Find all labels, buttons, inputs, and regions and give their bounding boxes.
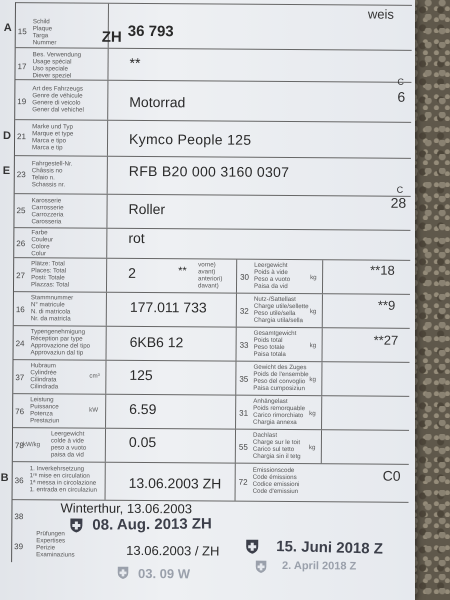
divider: [107, 157, 108, 194]
divider: [322, 294, 323, 327]
body-value: Roller: [128, 200, 166, 218]
divider: [235, 396, 236, 429]
divider: [105, 361, 106, 394]
seats-note-stars: **: [178, 265, 187, 278]
field-label: Anhängelast Poids remorquable Carico rimorchiato Chargia annexa: [253, 397, 306, 427]
row-number: 24: [15, 339, 25, 349]
row-number: 33: [239, 340, 249, 350]
seats-total-value: 2: [128, 264, 136, 281]
divider: [107, 81, 108, 120]
section-letter-a: A: [3, 22, 12, 35]
unit-label: kg: [309, 376, 316, 384]
divider: [321, 430, 322, 463]
field-label: Typengenehmigung Réception par type Approvazione del tipo Approvaziun dal tip: [30, 328, 91, 357]
swiss-shield-icon: [254, 560, 268, 574]
plate-canton: ZH: [101, 28, 122, 46]
row-make-model: [15, 120, 411, 159]
edge-text: C: [396, 184, 404, 195]
special-use-value: **: [129, 54, 141, 71]
divider: [235, 464, 236, 501]
edge-text: **9: [377, 297, 396, 313]
section-letter-e: E: [2, 165, 11, 178]
document-table: [0, 2, 412, 600]
color-value: rot: [128, 229, 145, 247]
divider: [105, 395, 106, 428]
edge-text: 6: [397, 88, 406, 105]
plate-number: 36 793: [127, 22, 174, 41]
swiss-shield-icon: [116, 566, 130, 580]
row-number: 55: [238, 442, 248, 452]
field-label: Plätze: Total Places: Total Posti: Totale Plazzas: Total: [31, 260, 70, 289]
unit-label: kg: [308, 444, 316, 452]
issue-place-date: Winterthur, 13.06.2003: [60, 500, 193, 517]
inspection-stamp: 08. Aug. 2013 ZH: [92, 515, 212, 534]
row-number: 37: [15, 373, 25, 383]
field-label: Schild Plaque Targa Nummer: [32, 18, 57, 47]
type-approval-value: 6KB6 12: [129, 333, 184, 351]
divider: [106, 293, 107, 326]
divider: [321, 362, 322, 395]
chassis-number-value: RFB B20 000 3160 0307: [128, 162, 290, 181]
row-number: 27: [16, 271, 26, 281]
unit-label: cm³: [89, 372, 100, 380]
field-label: Farbe Couleur Colore Colur: [31, 229, 54, 258]
edge-text: **18: [370, 262, 395, 278]
divider: [106, 327, 107, 360]
row-number: 35: [239, 374, 249, 384]
first-registration-value: 13.06.2003 ZH: [128, 474, 222, 492]
row-number: 26: [16, 239, 26, 249]
row-type-approval-total-weight: [14, 326, 410, 363]
field-label: Bes. Verwendung Usage spécial Uso speciale Diever speziel: [32, 51, 82, 80]
row-vehicle-type: [15, 76, 411, 123]
field-label: Marke und Typ Marque et type Marca e tipo Marca e tip: [31, 123, 74, 152]
vehicle-type-value: Motorrad: [129, 93, 186, 111]
row-matricule-payload: [14, 292, 410, 329]
field-label: 1. Inverkehrsetzung 1ʳᵉ mise en circulation 1ª messa in circolazione 1. entrada en circulaziun: [29, 465, 98, 494]
faded-stamp: 03. 09 W: [137, 565, 191, 582]
row-color: [14, 228, 410, 261]
divider: [106, 195, 107, 228]
row-special-use: [15, 48, 411, 83]
inspection-stamp: 15. Juni 2018 Z: [276, 537, 384, 558]
field-label: Nutz-/Sattellast Charge utile/sellette Peso utile/sella Chargia utila/sella: [253, 295, 309, 325]
row-number: 30: [240, 272, 250, 282]
row-number: 15: [17, 27, 27, 37]
field-label: Gewicht des Zuges Poids de l'ensemble Peso del convoglio Paisa cumposiziun: [253, 363, 309, 393]
divider: [106, 259, 107, 292]
power-ratio-value: 0.05: [128, 433, 157, 451]
section-letter-b: B: [0, 472, 9, 485]
row-number: 23: [16, 170, 26, 180]
field-label: Fahrgestell-Nr. Châssis no Telaio n. Schassis nr.: [31, 160, 73, 189]
field-label: Leergewicht Poids à vide Peso a vuoto Paisa da vid: [253, 261, 291, 291]
field-label: kW/kg: [22, 441, 41, 449]
edge-text: C: [397, 76, 404, 87]
swiss-shield-icon: [244, 539, 260, 555]
unit-label: kW: [89, 406, 99, 414]
divider: [105, 463, 106, 500]
row-number: 78: [14, 441, 24, 451]
field-label: Karosserie Carrosserie Carrozzeria Carosseria: [31, 197, 64, 226]
divider: [321, 396, 322, 429]
unit-label: kg: [309, 410, 316, 418]
row-number: 21: [17, 132, 26, 142]
field-label: Hubraum Cylindrée Cilindrata Cilindrada: [30, 362, 59, 391]
seats-front-label: vorne) avant) anteriori) davant): [197, 261, 223, 290]
divider: [236, 294, 237, 327]
row-number: 25: [16, 206, 26, 216]
section-letter-d: D: [3, 130, 12, 143]
row-number: 16: [15, 305, 25, 315]
divider: [236, 328, 237, 361]
row-number: 31: [239, 408, 249, 418]
row-number: 76: [15, 407, 25, 417]
edge-text: 28: [390, 194, 407, 211]
field-label: Art des Fahrzeugs Genre de véhicule Genere di veicolo Gener dal vehichel: [32, 85, 84, 114]
displacement-value: 125: [129, 366, 153, 384]
row-displacement-train-weight: [13, 360, 409, 397]
row-power-ratio-roof-load: [13, 428, 409, 465]
unit-label: kg: [309, 342, 317, 350]
power-value: 6.59: [129, 400, 157, 418]
row-number: 32: [239, 306, 249, 316]
unit-label: kg: [310, 274, 317, 282]
row-chassis: [15, 156, 411, 197]
row-number: 72: [238, 477, 248, 487]
divider: [236, 260, 237, 293]
row-number: 19: [17, 97, 27, 107]
faded-stamp: 2. April 2018 Z: [282, 559, 357, 573]
make-model-value: Kymco People 125: [128, 130, 252, 148]
row-number: 36: [14, 476, 24, 486]
row-seats-empty-weight: [14, 258, 410, 295]
row-body: [14, 184, 410, 231]
row-first-registration-emissions: [13, 462, 409, 503]
divider: [235, 430, 236, 463]
edge-text: **27: [373, 332, 399, 348]
field-label: Gesamtgewicht Poids total Peso totale Paisa totala: [253, 329, 297, 358]
field-label: Leergewicht colde à vide peso a vuoto paisa da vid: [50, 430, 87, 459]
swiss-shield-icon: [68, 517, 84, 533]
row-plate: [16, 2, 412, 51]
divider: [105, 429, 106, 462]
row-power-towing: [13, 394, 409, 431]
top-right-text: weis: [367, 6, 394, 22]
divider: [107, 121, 108, 156]
divider: [107, 49, 108, 80]
divider: [106, 229, 107, 258]
divider: [235, 362, 236, 395]
field-label: Prüfungen Expertises Perizie Examinaziuns: [36, 530, 75, 559]
matricule-value: 177.011 733: [129, 298, 207, 316]
field-label: Leistung Puissance Potenza Prestaziun: [30, 396, 60, 425]
row-number: 39: [14, 542, 24, 552]
divider: [322, 260, 323, 293]
edge-text: C0: [382, 467, 401, 484]
background-gravel: [410, 0, 450, 600]
field-label: Dachlast Charge sur le toit Carico sul tetto Chargia sin il tetg: [252, 431, 301, 461]
field-label: Stammnummer N° matricule N. di matricola Nr. da matricla: [30, 294, 74, 323]
inspection-value: 13.06.2003 / ZH: [126, 542, 220, 559]
field-label: Emissionscode Code émissions Codice emissioni Code d'emissiun: [252, 466, 300, 496]
row-number: 17: [17, 62, 27, 72]
unit-label: kg: [309, 308, 317, 316]
row-number: 38: [14, 512, 24, 522]
divider: [321, 328, 322, 361]
